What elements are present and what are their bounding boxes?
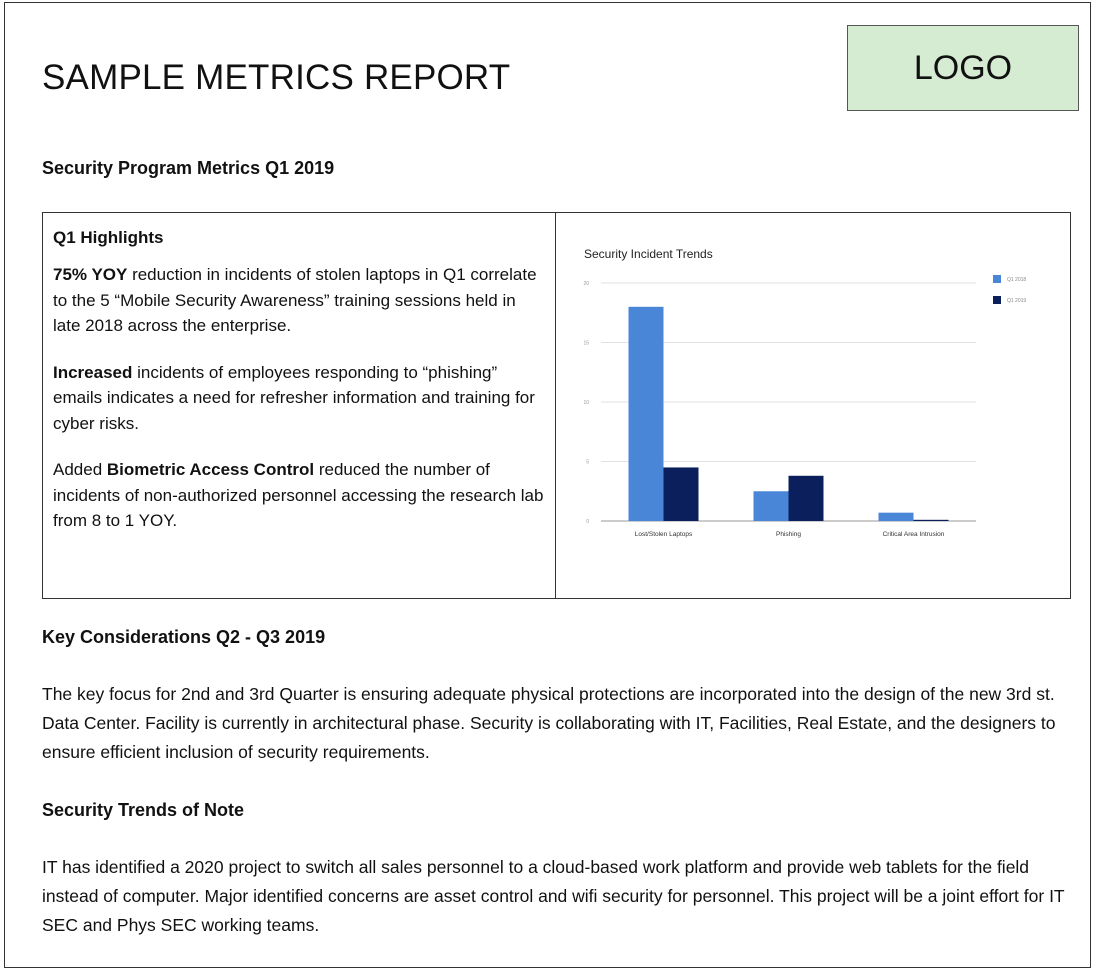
highlight-biometric-bold: Biometric Access Control [106, 460, 315, 479]
highlight-biometric-pre: Added [53, 460, 107, 479]
report-subtitle: Security Program Metrics Q1 2019 [42, 158, 335, 178]
report-title: SAMPLE METRICS REPORT [42, 58, 511, 97]
incident-trends-chart [556, 213, 1068, 597]
highlight-biometric [53, 457, 545, 534]
chart-cell [556, 213, 1070, 598]
bar-q1-2018 [754, 491, 789, 521]
highlight-laptops [53, 262, 545, 339]
x-category-label: Critical Area Intrusion [882, 531, 945, 538]
chart-title: Security Incident Trends [584, 247, 713, 261]
highlights-cell [43, 213, 556, 598]
highlight-phishing-text: incidents of employees responding to “phishing” emails indicates a need for refresher information and training for cyber risks. [53, 362, 535, 433]
considerations-body: The key focus for 2nd and 3rd Quarter is ensuring adequate physical protections are incorporated into the design of the new 3rd st. Data Center. Facility is currently in architectural phase. Security is collaborating with IT, Facilities, Real Estate, and the designers to ensure efficient inclusion of security requirements. [42, 684, 1056, 762]
considerations-heading: Key Considerations Q2 - Q3 2019 [42, 627, 326, 647]
x-category-label: Phishing [776, 531, 801, 538]
bar-q1-2019 [664, 467, 699, 521]
trends-heading: Security Trends of Note [42, 800, 245, 820]
bar-q1-2019 [789, 476, 824, 521]
bar-q1-2018 [879, 513, 914, 521]
trends-body: IT has identified a 2020 project to switch all sales personnel to a cloud-based work platform and provide web tablets for the field instead of computer. Major identified concerns are asset control and wifi security for personnel. This project will be a joint effort for IT SEC and Phys SEC working teams. [42, 857, 1065, 935]
bar-q1-2018 [629, 307, 664, 521]
highlight-biometric-text: reduced the number of incidents of non-authorized personnel accessing the research lab from 8 to 1 YOY. [53, 460, 544, 530]
highlights-table [42, 212, 1071, 599]
legend-label: Q1 2018 [1007, 277, 1027, 283]
legend-swatch [993, 296, 1001, 304]
y-tick-label: 10 [583, 400, 589, 406]
legend-label: Q1 2019 [1007, 298, 1027, 304]
legend-swatch [993, 275, 1001, 283]
y-tick-label: 20 [583, 281, 589, 287]
highlight-phishing [53, 360, 545, 437]
y-tick-label: 0 [586, 519, 589, 525]
x-category-label: Lost/Stolen Laptops [634, 531, 693, 538]
y-tick-label: 5 [586, 459, 589, 466]
highlights-heading: Q1 Highlights [53, 228, 164, 247]
highlight-laptops-bold: 75% YOY [53, 265, 128, 284]
bar-q1-2019 [914, 520, 949, 521]
y-tick-label: 15 [583, 340, 589, 347]
report-page [4, 2, 1091, 968]
highlight-phishing-bold: Increased [53, 362, 133, 382]
logo-placeholder: LOGO [847, 25, 1079, 111]
highlight-laptops-text: reduction in incidents of stolen laptops in Q1 correlate to the 5 “Mobile Security Awareness” training sessions held in late 2018 across the enterprise. [53, 265, 537, 335]
